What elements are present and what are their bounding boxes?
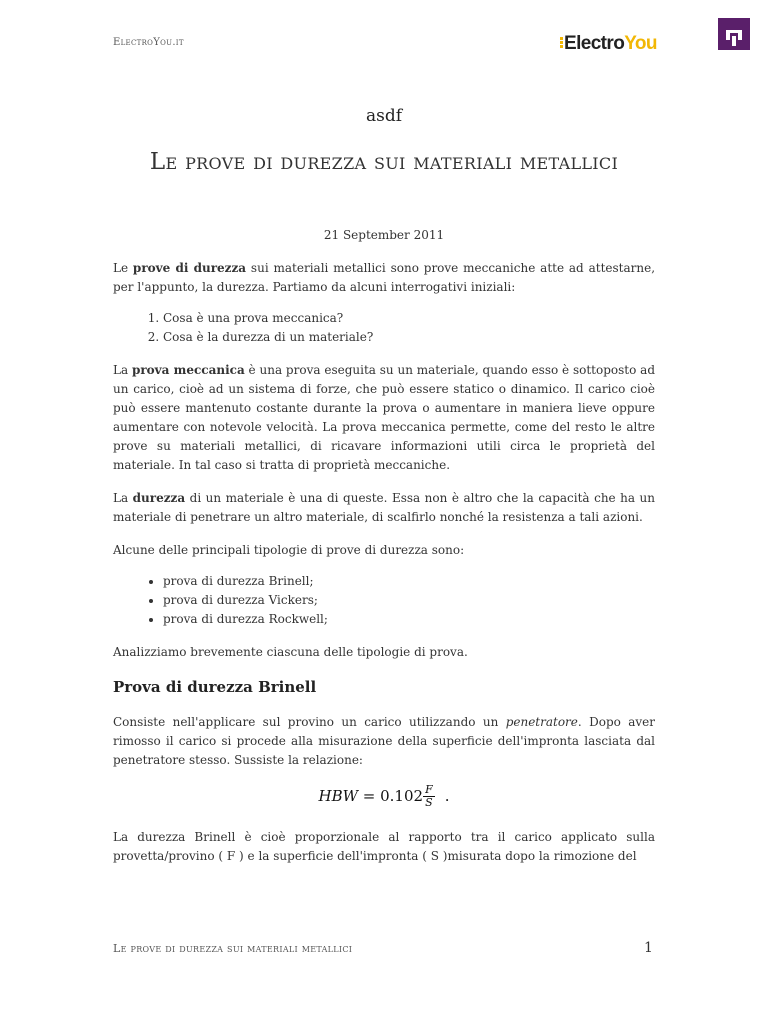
formula-equals: = xyxy=(358,787,381,805)
paragraph-tipologie: Alcune delle principali tipologie di prove di durezza sono: xyxy=(113,543,465,557)
header-site-name: ElectroYou.it xyxy=(113,37,184,48)
list-item: • prova di durezza Vickers; xyxy=(163,591,655,610)
formula-lhs: HBW xyxy=(318,787,359,805)
hbw-formula xyxy=(113,784,655,818)
page-number: 1 xyxy=(644,940,653,956)
text: di un materiale è una di queste. Essa non è altro che la capacità che ha un materiale di penetrare un altro materiale, di scalfirlo nonché la resistenza a tali azioni. xyxy=(113,491,656,524)
bold-term: prova meccanica xyxy=(131,363,245,377)
footer-title: Le prove di durezza sui materiali metallici xyxy=(113,942,353,955)
text: . Dopo aver rimosso il carico si procede alla misurazione della superficie dell'impronta lasciata dal penetratore stesso. Sussiste la relazione: xyxy=(113,715,655,767)
list-item: • prova di durezza Rockwell; xyxy=(163,610,655,629)
paragraph-durezza xyxy=(113,489,655,527)
text: Consiste nell'applicare sul provino un carico utilizzando un xyxy=(113,715,506,729)
italic-term: penetratore xyxy=(505,715,578,729)
logo-text-electro: Electro xyxy=(564,33,625,54)
formula-constant: 0.102 xyxy=(380,787,424,805)
list-item: • prova di durezza Brinell; xyxy=(163,572,655,591)
brand-badge-icon xyxy=(718,18,750,50)
text: sui materiali metallici sono prove meccaniche atte ad attestarne, per l'appunto, la durezza. Partiamo da alcuni interrogativi iniziali: xyxy=(113,261,656,294)
bold-term: durezza xyxy=(132,491,186,505)
electroyou-logo[interactable] xyxy=(560,33,657,55)
questions-list xyxy=(113,309,655,347)
text: Le xyxy=(113,261,133,275)
formula-numerator: F xyxy=(425,783,433,796)
paragraph-intro xyxy=(113,259,655,297)
logo-bars-icon xyxy=(560,37,563,49)
section-heading-brinell: Prova di durezza Brinell xyxy=(113,678,317,696)
paragraph-analizziamo: Analizziamo brevemente ciascuna delle tipologie di prova. xyxy=(113,645,468,659)
text: è una prova eseguita su un materiale, quando esso è sottoposto ad un carico, cioè ad un sistema di forze, che può essere statico o dinamico. Il carico cioè può essere mantenuto costante durante la prova o aumentare in maniera lieve oppure aumentare con notevole velocità. La prova meccanica permette, come del resto le altre prove su materiali metallici, di ricavare informazioni utili circa le proprietà del materiale. In tal caso si tratta di proprietà meccaniche. xyxy=(113,363,656,472)
paragraph-brinell xyxy=(113,713,655,770)
text: La xyxy=(113,491,133,505)
document-title: Le prove di durezza sui materiali metallici xyxy=(149,149,619,175)
document-tagline: asdf xyxy=(365,106,403,126)
formula-fraction xyxy=(423,784,435,809)
article-body xyxy=(113,259,655,866)
list-item: 1. Cosa è una prova meccanica? xyxy=(163,309,655,328)
types-list xyxy=(113,572,655,629)
formula-period: . xyxy=(444,787,450,805)
logo-text-you: You xyxy=(624,33,657,54)
list-item: 2. Cosa è la durezza di un materiale? xyxy=(163,328,655,347)
bold-term: prove di durezza xyxy=(132,261,247,275)
paragraph-brinell-proporzionale: La durezza Brinell è cioè proporzionale al rapporto tra il carico applicato sulla provetta/provino ( F ) e la superficie dell'impronta ( S )misurata dopo la rimozione del xyxy=(113,830,655,863)
text: La xyxy=(113,363,132,377)
paragraph-prova-meccanica xyxy=(113,361,655,475)
formula-denominator: S xyxy=(425,796,433,809)
document-date: 21 September 2011 xyxy=(323,228,445,242)
